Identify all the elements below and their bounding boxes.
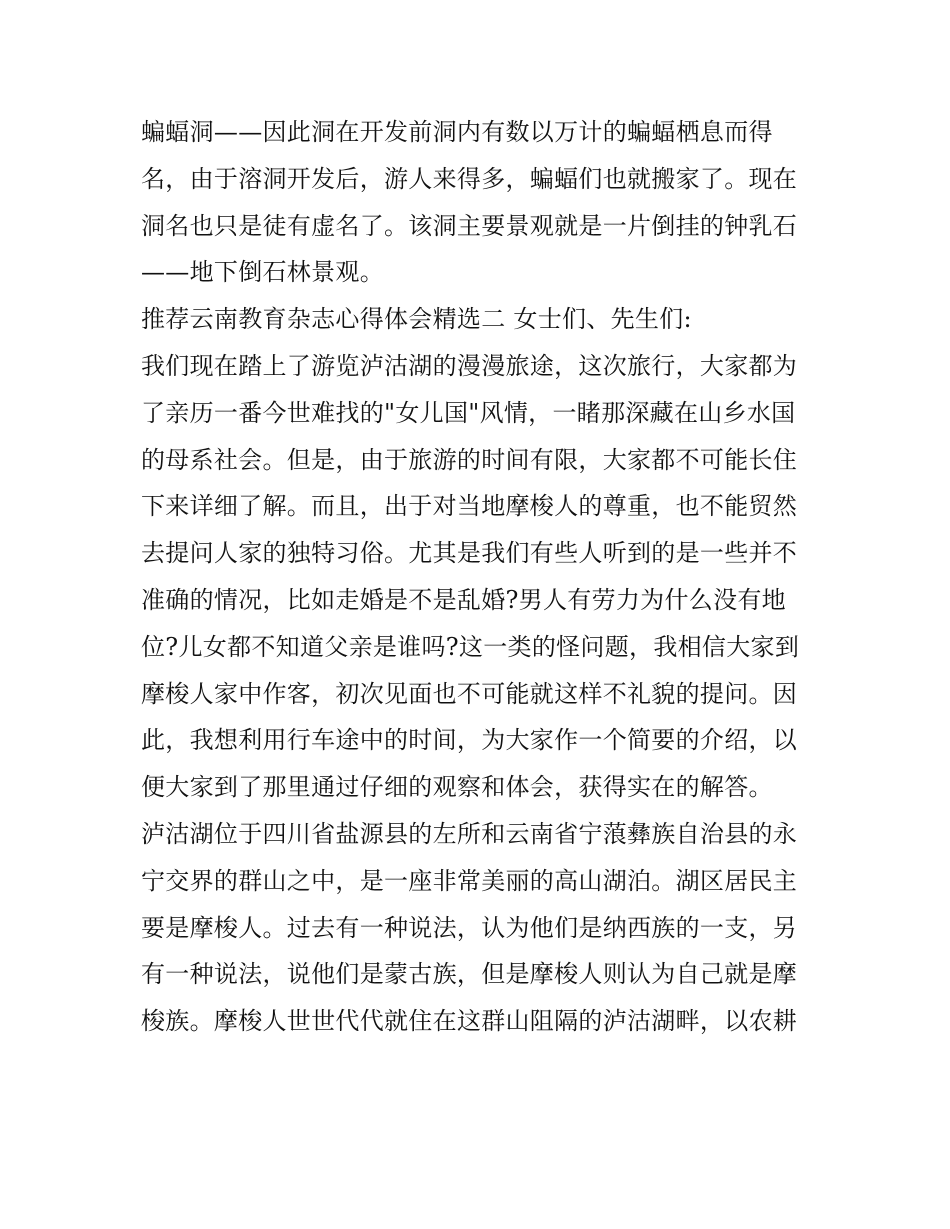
text-line: 位?儿女都不知道父亲是谁吗?这一类的怪问题，我相信大家到 <box>141 632 800 661</box>
text-line: 推荐云南教育杂志心得体会精选二 女士们、先生们: <box>141 305 692 334</box>
text-line: 此，我想利用行车途中的时间，为大家作一个简要的介绍，以 <box>141 726 798 755</box>
text-line: 摩梭人家中作客，初次见面也不可能就这样不礼貌的提问。因 <box>141 679 798 708</box>
paragraph-journey-intro <box>141 343 813 811</box>
text-line: 要是摩梭人。过去有一种说法，认为他们是纳西族的一支，另 <box>141 913 798 942</box>
section-heading <box>141 296 813 343</box>
text-line: 准确的情况，比如走婚是不是乱婚?男人有劳力为什么没有地 <box>141 585 786 614</box>
text-line: 便大家到了那里通过仔细的观察和体会，获得实在的解答。 <box>141 773 773 802</box>
text-line: 蝙蝠洞——因此洞在开发前洞内有数以万计的蝙蝠栖息而得 <box>141 118 773 146</box>
text-line: 我们现在踏上了游览泸沽湖的漫漫旅途，这次旅行，大家都为 <box>141 351 798 380</box>
text-line: 去提问人家的独特习俗。尤其是我们有些人听到的是一些并不 <box>141 539 798 568</box>
paragraph-lugu-lake <box>141 811 813 1045</box>
text-line: 宁交界的群山之中，是一座非常美丽的高山湖泊。湖区居民主 <box>141 866 798 895</box>
text-line: ——地下倒石林景观。 <box>141 258 384 287</box>
text-line: 下来详细了解。而且，出于对当地摩梭人的尊重，也不能贸然 <box>141 492 798 521</box>
text-line: 洞名也只是徒有虚名了。该洞主要景观就是一片倒挂的钟乳石 <box>141 211 798 240</box>
text-line: 了亲历一番今世难找的"女儿国"风情，一睹那深藏在山乡水国 <box>141 398 796 427</box>
document-page <box>141 109 813 1045</box>
text-line: 名，由于溶洞开发后，游人来得多，蝙蝠们也就搬家了。现在 <box>141 164 798 193</box>
text-line: 的母系社会。但是，由于旅游的时间有限，大家都不可能长住 <box>141 445 798 474</box>
text-line: 梭族。摩梭人世世代代就住在这群山阻隔的泸沽湖畔，以农耕 <box>141 1007 798 1036</box>
text-line: 有一种说法，说他们是蒙古族，但是摩梭人则认为自己就是摩 <box>141 960 798 989</box>
paragraph-bat-cave <box>141 109 813 296</box>
text-line: 泸沽湖位于四川省盐源县的左所和云南省宁蒗彝族自治县的永 <box>141 819 798 848</box>
